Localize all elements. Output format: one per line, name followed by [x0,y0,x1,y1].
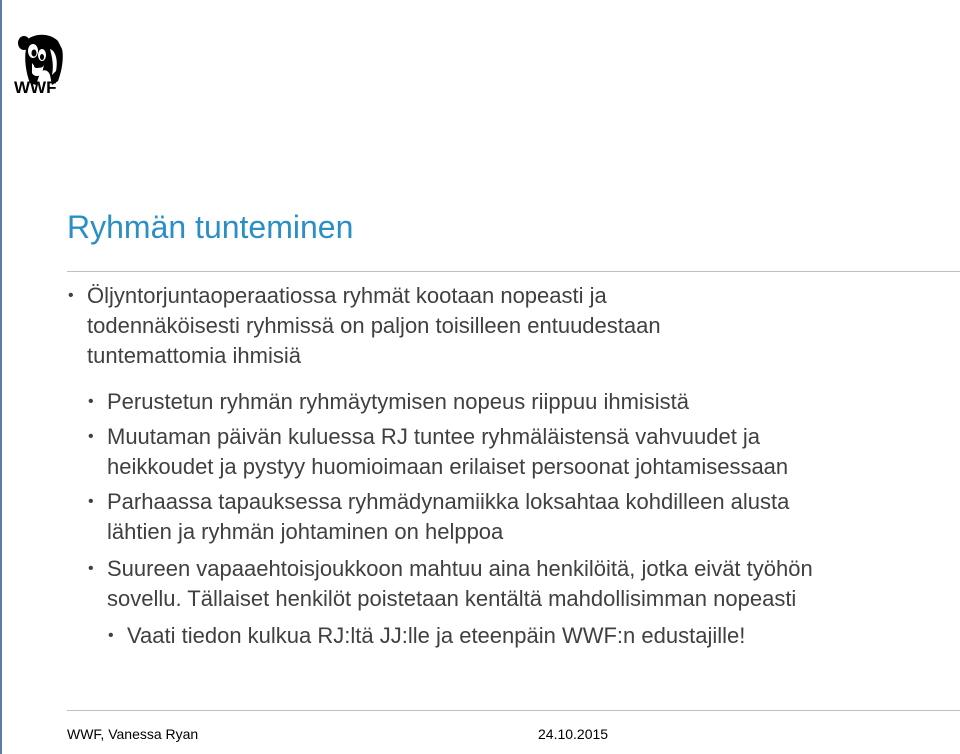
bullet-line: tuntemattomia ihmisiä [87,343,301,368]
bullet-item: • Suureen vapaaehtoisjoukkoon mahtuu aina henkilöitä, jotka eivät työhön sovellu. Tällaiset henkilöt poistetaan kentältä mahdollisimman nopeasti [107,554,813,614]
bullet-line: lähtien ja ryhmän johtaminen on helppoa [107,519,504,544]
footer-author: WWF, Vanessa Ryan [67,726,199,742]
slide-title: Ryhmän tunteminen [67,209,354,245]
bullet-item: • Parhaassa tapauksessa ryhmädynamiikka loksahtaa kohdilleen alusta lähtien ja ryhmän johtaminen on helppoa [107,487,789,547]
bullet-item: • Muutaman päivän kuluessa RJ tuntee ryhmäläistensä vahvuudet ja heikkoudet ja pystyy huomioimaan erilaiset persoonat johtamisessaan [107,422,788,482]
bullet-line: todennäköisesti ryhmissä on paljon toisilleen entuudestaan [87,313,661,338]
title-divider [67,271,960,272]
left-edge-rule [0,0,2,754]
bullet-line: Parhaassa tapauksessa ryhmädynamiikka loksahtaa kohdilleen alusta [107,489,790,514]
bullet-line: Muutaman päivän kuluessa RJ tuntee ryhmäläistensä vahvuudet ja [107,424,761,449]
bullet-item: • Vaati tiedon kulkua RJ:ltä JJ:lle ja eteenpäin WWF:n edustajille! [127,621,745,651]
wwf-logo-text: WWF [14,78,57,97]
bullet-line: Suureen vapaaehtoisjoukkoon mahtuu aina henkilöitä, jotka eivät työhön [107,556,813,581]
bullet-item: • Öljyntorjuntaoperaatiossa ryhmät kootaan nopeasti ja todennäköisesti ryhmissä on paljon toisilleen entuudestaan tuntemattomia ihmisiä [87,281,661,371]
bullet-line: Öljyntorjuntaoperaatiossa ryhmät kootaan nopeasti ja [87,283,607,308]
bullet-line: Perustetun ryhmän ryhmäytymisen nopeus riippuu ihmisistä [107,389,690,414]
footer-date: 24.10.2015 [538,726,609,742]
footer-divider [67,710,960,711]
bullet-line: heikkoudet ja pystyy huomioimaan erilaiset persoonat johtamisessaan [107,454,789,479]
bullet-line: sovellu. Tällaiset henkilöt poistetaan kentältä mahdollisimman nopeasti [107,586,797,611]
bullet-item: • Perustetun ryhmän ryhmäytymisen nopeus riippuu ihmisistä [107,387,689,417]
bullet-line: Vaati tiedon kulkua RJ:ltä JJ:lle ja eteenpäin WWF:n edustajille! [127,623,746,648]
